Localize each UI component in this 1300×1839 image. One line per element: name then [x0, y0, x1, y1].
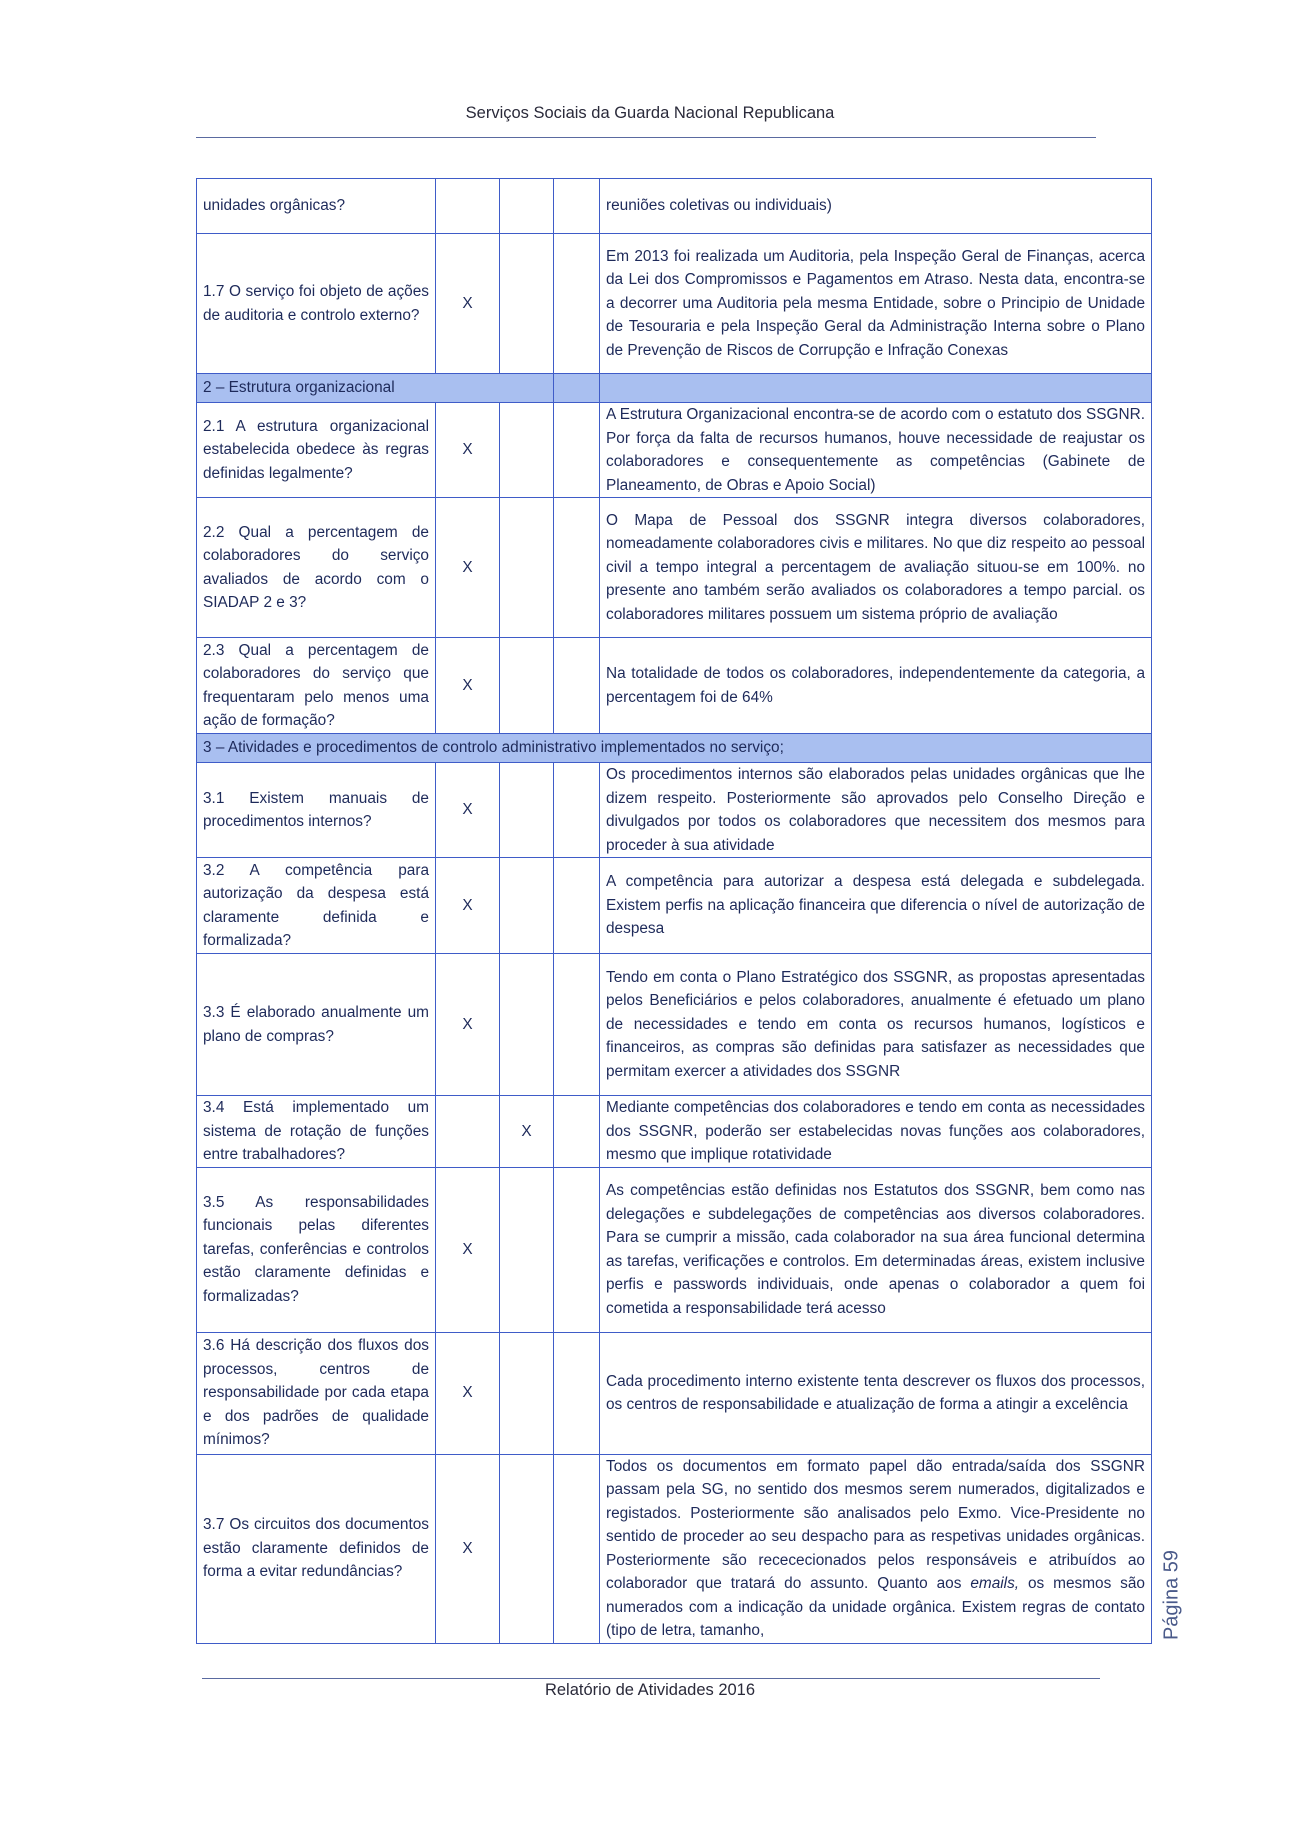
page-header: Serviços Sociais da Guarda Nacional Republicana	[465, 104, 835, 122]
mark-nao	[500, 1332, 554, 1454]
answer-cell: Cada procedimento interno existente tenta descrever os fluxos dos processos, os centros de responsabilidade e atualização de forma a atingir a excelência	[600, 1332, 1152, 1454]
mark-sim: X	[436, 1454, 500, 1643]
answer-cell: Em 2013 foi realizada um Auditoria, pela Inspeção Geral de Finanças, acerca da Lei dos Compromissos e Pagamentos em Atraso. Nesta data, encontra-se a decorrer uma Auditoria pela mesma Entidade, sobre o Principio de Unidade de Tesouraria e pela Inspeção Geral da Administração Interna sobre o Plano de Prevenção de Riscos de Corrupção e Infração Conexas	[600, 234, 1152, 374]
table-row	[197, 179, 1152, 234]
question-cell: 3.6 Há descrição dos fluxos dos processos, centros de responsabilidade por cada etapa e dos padrões de qualidade mínimos?	[197, 1332, 436, 1454]
mark-nao	[500, 234, 554, 374]
mark-nao	[500, 403, 554, 498]
mark-na	[554, 638, 600, 734]
question-cell: 3.3 É elaborado anualmente um plano de compras?	[197, 954, 436, 1096]
mark-sim: X	[436, 638, 500, 734]
mark-nao	[500, 763, 554, 858]
mark-sim: X	[436, 498, 500, 638]
mark-na	[554, 1167, 600, 1332]
answer-cell: reuniões coletivas ou individuais)	[600, 179, 1152, 234]
answer-cell: As competências estão definidas nos Estatutos dos SSGNR, bem como nas delegações e subdelegações de competências aos diversos colaboradores. Para se cumprir a missão, cada colaborador na sua área funcional determina as tarefas, verificações e controlos. Em determinadas áreas, existem inclusive perfis e passwords individuais, onde apenas o colaborador a quem foi cometida a responsabilidade terá acesso	[600, 1167, 1152, 1332]
mark-na	[554, 1332, 600, 1454]
mark-na	[554, 234, 600, 374]
table-row	[197, 1332, 1152, 1454]
table-row	[197, 638, 1152, 734]
question-cell: 3.4 Está implementado um sistema de rotação de funções entre trabalhadores?	[197, 1096, 436, 1168]
header-divider	[196, 137, 1096, 138]
question-cell: 2.2 Qual a percentagem de colaboradores do serviço avaliados de acordo com o SIADAP 2 e 3?	[197, 498, 436, 638]
question-cell: 2.1 A estrutura organizacional estabelecida obedece às regras definidas legalmente?	[197, 403, 436, 498]
answer-cell: Na totalidade de todos os colaboradores, independentemente da categoria, a percentagem foi de 64%	[600, 638, 1152, 734]
table-row	[197, 858, 1152, 954]
page-footer: Relatório de Atividades 2016	[544, 1681, 756, 1699]
mark-sim: X	[436, 858, 500, 954]
answer-text-part: os mesmos são numerados com a indicação da unidade orgânica. Existem regras de contato (tipo de letra, tamanho,	[606, 1575, 1145, 1639]
mark-na	[554, 763, 600, 858]
table-row	[197, 763, 1152, 858]
mark-sim	[436, 179, 500, 234]
mark-nao	[500, 638, 554, 734]
question-cell: 3.5 As responsabilidades funcionais pelas diferentes tarefas, conferências e controlos estão claramente definidas e formalizadas?	[197, 1167, 436, 1332]
mark-na	[554, 858, 600, 954]
mark-na	[554, 179, 600, 234]
question-cell: 1.7 O serviço foi objeto de ações de auditoria e controlo externo?	[197, 234, 436, 374]
control-questionnaire-table	[196, 178, 1152, 1644]
question-cell: 2.3 Qual a percentagem de colaboradores do serviço que frequentaram pelo menos uma ação de formação?	[197, 638, 436, 734]
mark-nao: X	[500, 1096, 554, 1168]
table-row	[197, 234, 1152, 374]
question-cell: 3.1 Existem manuais de procedimentos internos?	[197, 763, 436, 858]
mark-nao	[500, 858, 554, 954]
section-row	[197, 734, 1152, 763]
section-empty-cell	[554, 374, 600, 403]
footer-divider	[202, 1678, 1100, 1679]
mark-na	[554, 498, 600, 638]
table-row	[197, 1167, 1152, 1332]
section-heading: 3 – Atividades e procedimentos de controlo administrativo implementados no serviço;	[197, 734, 1152, 763]
mark-sim	[436, 1096, 500, 1168]
answer-cell	[600, 1454, 1152, 1643]
mark-sim: X	[436, 1332, 500, 1454]
answer-cell: O Mapa de Pessoal dos SSGNR integra diversos colaboradores, nomeadamente colaboradores civis e militares. No que diz respeito ao pessoal civil a tempo integral a percentagem de avaliação situou-se em 100%. no presente ano também serão avaliados os colaboradores a tempo parcial. os colaboradores militares possuem um sistema próprio de avaliação	[600, 498, 1152, 638]
mark-sim: X	[436, 234, 500, 374]
table-row	[197, 954, 1152, 1096]
mark-na	[554, 954, 600, 1096]
mark-na	[554, 1096, 600, 1168]
mark-nao	[500, 498, 554, 638]
mark-na	[554, 1454, 600, 1643]
answer-text-part: Todos os documentos em formato papel dão entrada/saída dos SSGNR passam pela SG, no sentido dos mesmos serem numerados, digitalizados e registados. Posteriormente são analisados pelo Exmo. Vice-Presidente no sentido de proceder ao seu despacho para as respetivas unidades orgânicas. Posteriormente são recececionados pelos responsáveis e atribuídos ao colaborador que tratará do assunto. Quanto aos	[606, 1457, 1145, 1592]
answer-cell: Mediante competências dos colaboradores e tendo em conta as necessidades dos SSGNR, poderão ser estabelecidas novas funções aos colaboradores, mesmo que implique rotatividade	[600, 1096, 1152, 1168]
section-heading: 2 – Estrutura organizacional	[197, 374, 554, 403]
page-number: Página 59	[1160, 1549, 1183, 1641]
mark-sim: X	[436, 1167, 500, 1332]
mark-na	[554, 403, 600, 498]
mark-nao	[500, 1167, 554, 1332]
mark-nao	[500, 179, 554, 234]
question-cell: 3.7 Os circuitos dos documentos estão claramente definidos de forma a evitar redundâncias?	[197, 1454, 436, 1643]
table-row	[197, 403, 1152, 498]
section-empty-cell	[600, 374, 1152, 403]
mark-sim: X	[436, 954, 500, 1096]
question-cell: unidades orgânicas?	[197, 179, 436, 234]
mark-nao	[500, 954, 554, 1096]
answer-emphasis: emails,	[970, 1575, 1020, 1592]
section-row	[197, 374, 1152, 403]
table-row	[197, 1096, 1152, 1168]
answer-cell: Os procedimentos internos são elaborados pelas unidades orgânicas que lhe dizem respeito. Posteriormente são aprovados pelo Conselho Direção e divulgados por todos os colaboradores que necessitem dos mesmos para proceder à sua atividade	[600, 763, 1152, 858]
table-row	[197, 1454, 1152, 1643]
answer-cell: A Estrutura Organizacional encontra-se de acordo com o estatuto dos SSGNR. Por força da falta de recursos humanos, houve necessidade de reajustar os colaboradores e consequentemente as competências (Gabinete de Planeamento, de Obras e Apoio Social)	[600, 403, 1152, 498]
table-row	[197, 498, 1152, 638]
answer-cell: Tendo em conta o Plano Estratégico dos SSGNR, as propostas apresentadas pelos Beneficiários e pelos colaboradores, anualmente é efetuado um plano de necessidades e tendo em conta os recursos humanos, logísticos e financeiros, as compras são definidas para satisfazer as necessidades que permitam exercer a atividades dos SSGNR	[600, 954, 1152, 1096]
question-cell: 3.2 A competência para autorização da despesa está claramente definida e formalizada?	[197, 858, 436, 954]
answer-cell: A competência para autorizar a despesa está delegada e subdelegada. Existem perfis na aplicação financeira que diferencia o nível de autorização de despesa	[600, 858, 1152, 954]
mark-nao	[500, 1454, 554, 1643]
mark-sim: X	[436, 763, 500, 858]
mark-sim: X	[436, 403, 500, 498]
